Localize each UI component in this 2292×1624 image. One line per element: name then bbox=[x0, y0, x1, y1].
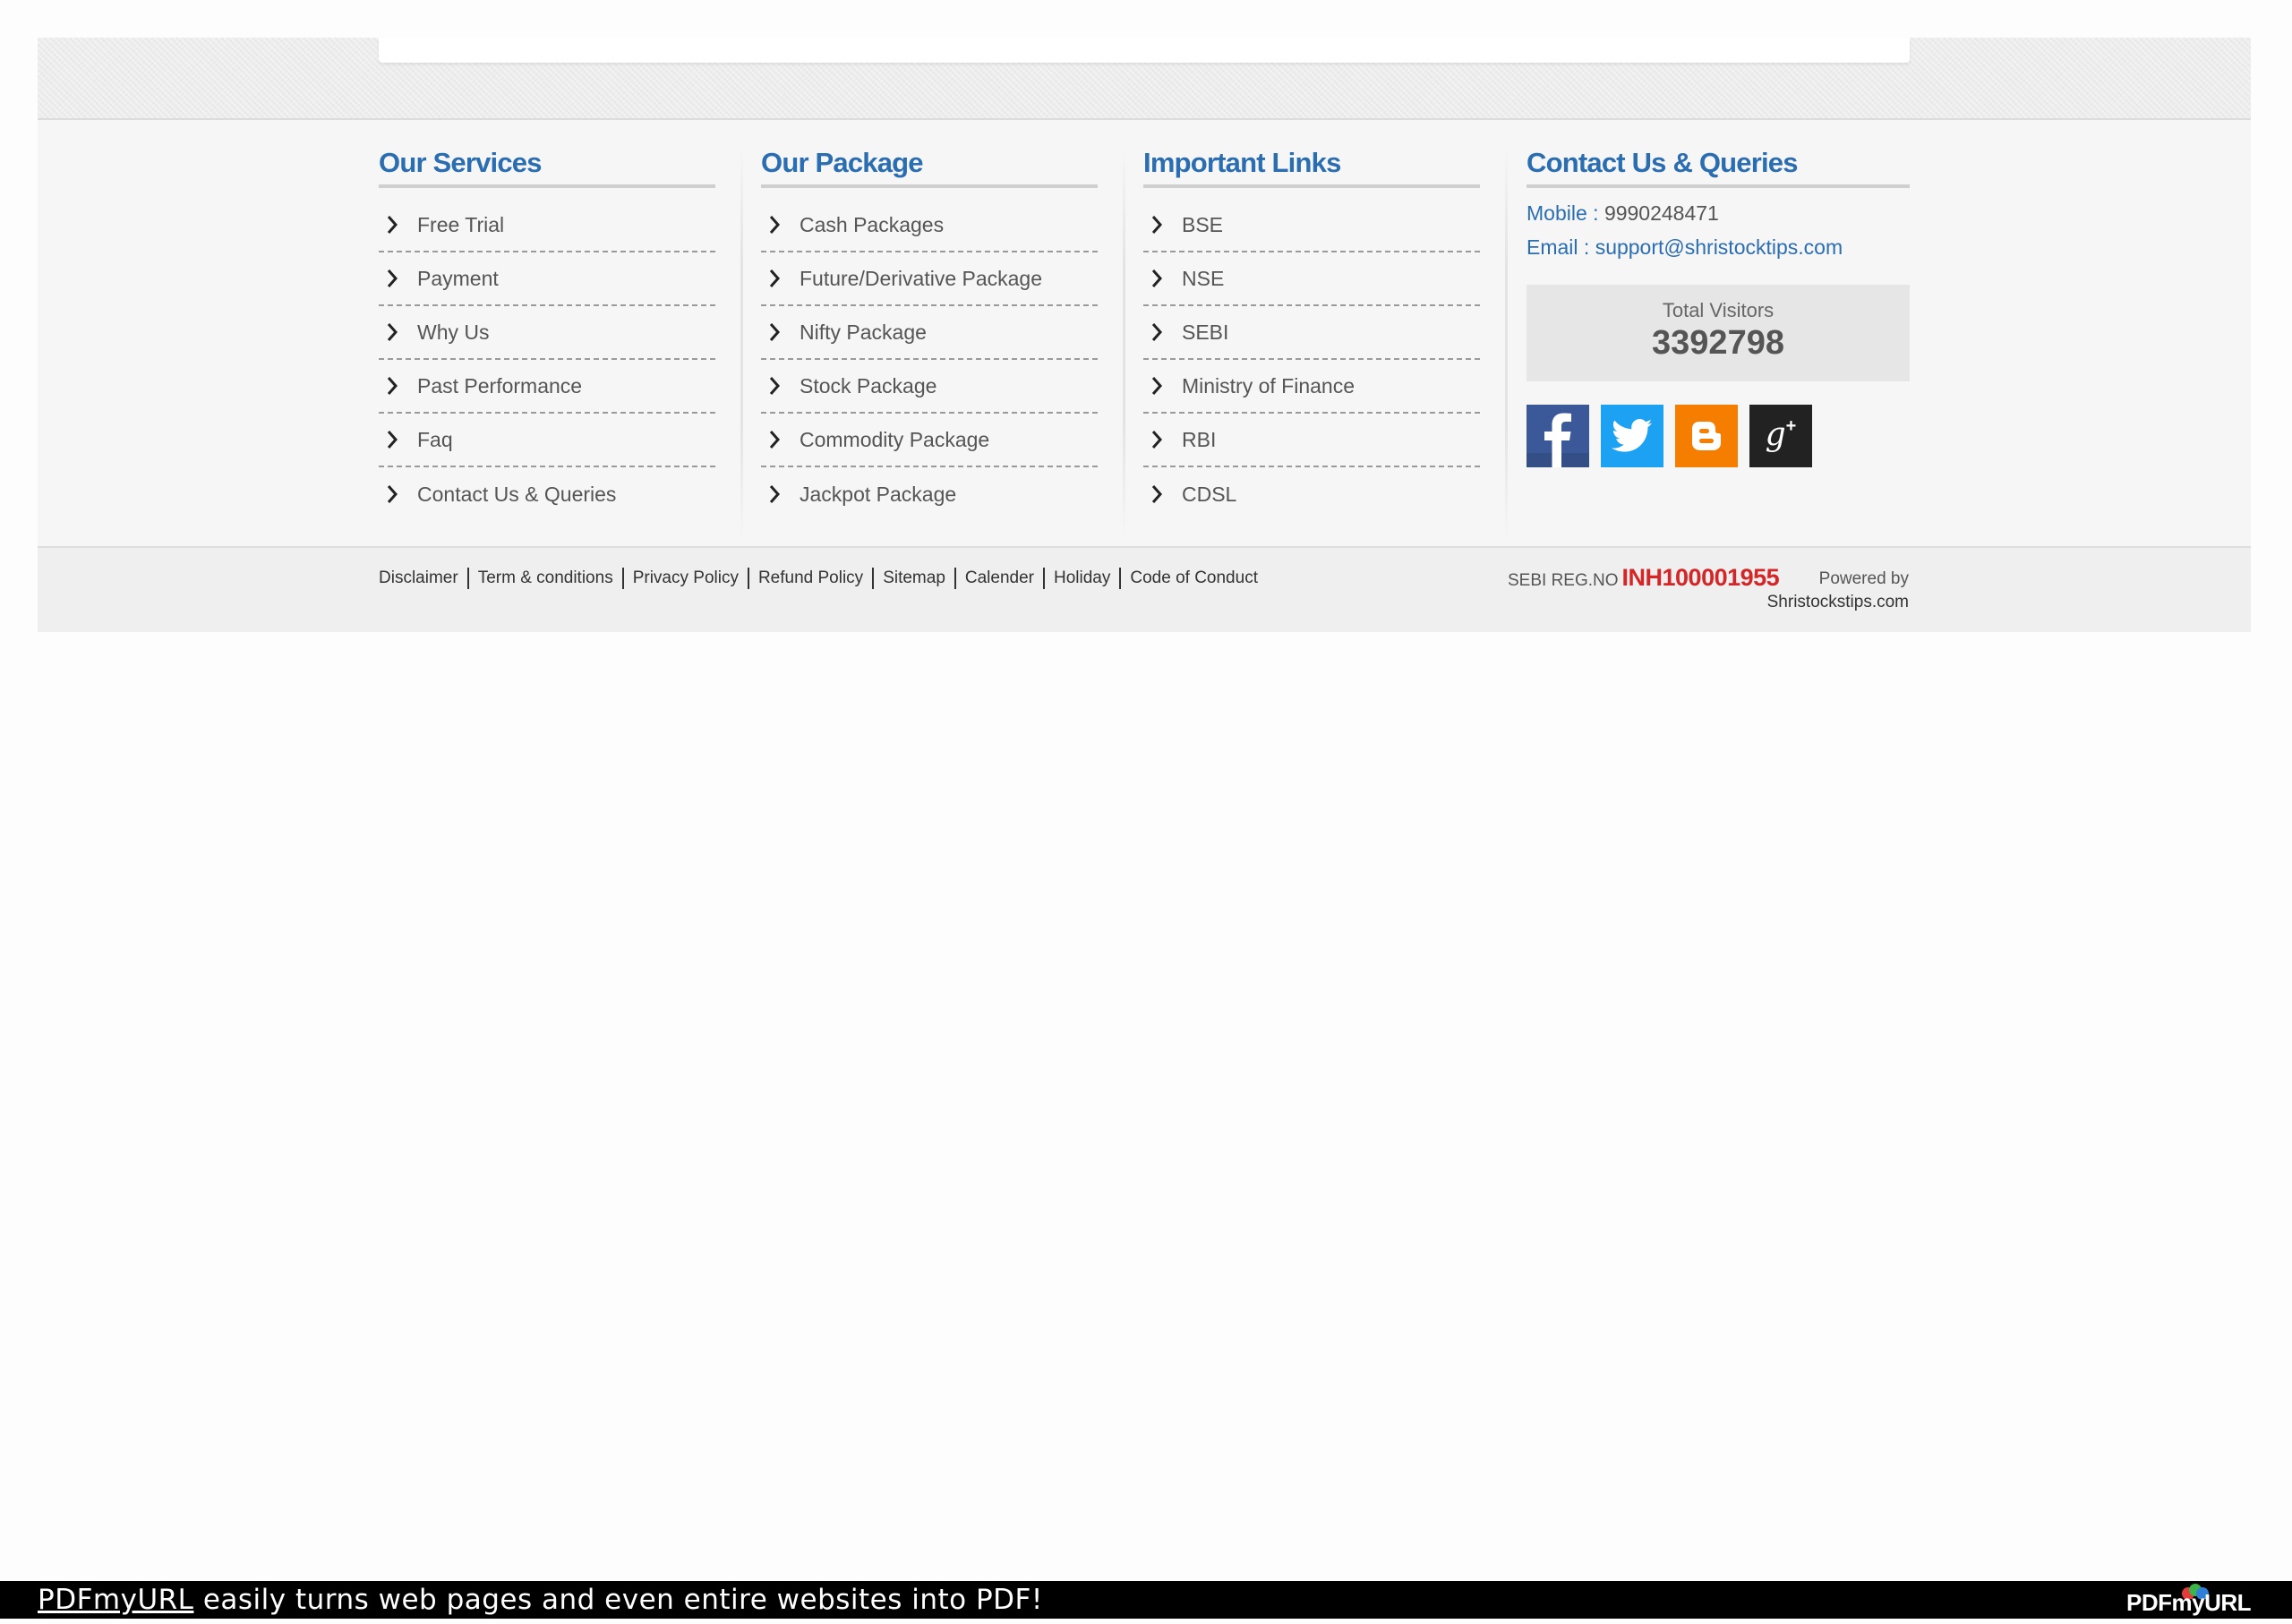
link-separator bbox=[1119, 568, 1121, 589]
refund-policy-link[interactable]: Refund Policy bbox=[757, 568, 864, 587]
chevron-right-icon bbox=[386, 484, 413, 504]
holiday-link[interactable]: Holiday bbox=[1054, 568, 1111, 587]
links-item-label: SEBI bbox=[1182, 320, 1229, 344]
links-column bbox=[1143, 141, 1480, 521]
chevron-right-icon bbox=[386, 322, 413, 342]
contact-mobile bbox=[1527, 199, 1910, 227]
services-item-label: Past Performance bbox=[417, 373, 583, 397]
powered-by bbox=[1767, 568, 1909, 614]
bottom-links bbox=[379, 568, 1258, 589]
package-title: Our Package bbox=[761, 141, 1098, 188]
services-item-label: Free Trial bbox=[417, 212, 505, 236]
sitemap-link[interactable]: Sitemap bbox=[883, 568, 945, 587]
links-list bbox=[1143, 199, 1480, 521]
services-item-label: Faq bbox=[417, 427, 453, 451]
chevron-right-icon bbox=[768, 215, 795, 235]
package-item-future[interactable] bbox=[761, 252, 1098, 306]
chevron-right-icon bbox=[386, 215, 413, 235]
package-item-stock[interactable] bbox=[761, 360, 1098, 414]
chevron-right-icon bbox=[768, 322, 795, 342]
links-item-label: NSE bbox=[1182, 266, 1225, 290]
services-item-free-trial[interactable] bbox=[379, 199, 715, 252]
email-link[interactable]: support@shristocktips.com bbox=[1595, 235, 1843, 259]
google-plus-icon[interactable]: g + bbox=[1749, 405, 1812, 467]
package-item-cash[interactable] bbox=[761, 199, 1098, 252]
package-column bbox=[761, 141, 1098, 521]
chevron-right-icon bbox=[768, 484, 795, 504]
package-list bbox=[761, 199, 1098, 521]
chevron-right-icon bbox=[1150, 376, 1177, 396]
sebi-registration bbox=[1508, 564, 1779, 592]
package-item-label: Jackpot Package bbox=[800, 482, 957, 506]
services-item-contact[interactable] bbox=[379, 467, 715, 521]
chevron-right-icon bbox=[386, 376, 413, 396]
chevron-right-icon bbox=[768, 269, 795, 288]
column-divider bbox=[1505, 147, 1508, 541]
services-title: Our Services bbox=[379, 141, 715, 188]
link-separator bbox=[467, 568, 469, 589]
social-links bbox=[1527, 405, 1910, 467]
column-divider bbox=[1123, 147, 1125, 541]
pdfmyurl-banner bbox=[0, 1581, 2292, 1619]
link-separator bbox=[954, 568, 956, 589]
services-item-faq[interactable] bbox=[379, 414, 715, 467]
code-of-conduct-link[interactable]: Code of Conduct bbox=[1130, 568, 1258, 587]
chevron-right-icon bbox=[768, 430, 795, 449]
package-item-label: Cash Packages bbox=[800, 212, 945, 236]
disclaimer-link[interactable]: Disclaimer bbox=[379, 568, 458, 587]
services-item-label: Why Us bbox=[417, 320, 490, 344]
links-item-label: Ministry of Finance bbox=[1182, 373, 1356, 397]
chevron-right-icon bbox=[1150, 484, 1177, 504]
contact-email bbox=[1527, 233, 1910, 261]
blogger-icon[interactable] bbox=[1675, 405, 1738, 467]
services-item-label: Contact Us & Queries bbox=[417, 482, 617, 506]
package-item-label: Stock Package bbox=[800, 373, 937, 397]
services-item-why-us[interactable] bbox=[379, 306, 715, 360]
mobile-label: Mobile : bbox=[1527, 201, 1599, 225]
link-separator bbox=[1043, 568, 1045, 589]
privacy-policy-link[interactable]: Privacy Policy bbox=[632, 568, 739, 587]
column-divider bbox=[740, 147, 743, 541]
services-item-payment[interactable] bbox=[379, 252, 715, 306]
visitors-label: Total Visitors bbox=[1662, 299, 1775, 321]
chevron-right-icon bbox=[1150, 215, 1177, 235]
links-item-label: RBI bbox=[1182, 427, 1217, 451]
link-separator bbox=[622, 568, 624, 589]
visitors-count: 3392798 bbox=[1652, 324, 1784, 362]
pdfmyurl-logo[interactable]: PDFmyURL bbox=[2125, 1589, 2251, 1616]
services-list bbox=[379, 199, 715, 521]
links-item-sebi[interactable] bbox=[1143, 306, 1480, 360]
mobile-number: 9990248471 bbox=[1604, 201, 1719, 225]
package-item-nifty[interactable] bbox=[761, 306, 1098, 360]
package-item-label: Commodity Package bbox=[800, 427, 990, 451]
package-item-commodity[interactable] bbox=[761, 414, 1098, 467]
chevron-right-icon bbox=[1150, 322, 1177, 342]
links-item-label: CDSL bbox=[1182, 482, 1237, 506]
facebook-icon[interactable] bbox=[1527, 405, 1589, 467]
powered-label: Powered by bbox=[1818, 569, 1909, 588]
services-item-label: Payment bbox=[417, 266, 499, 290]
contact-column bbox=[1527, 141, 1910, 467]
sebi-reg-number: INH100001955 bbox=[1621, 564, 1780, 591]
links-title: Important Links bbox=[1143, 141, 1480, 188]
link-separator bbox=[872, 568, 874, 589]
chevron-right-icon bbox=[386, 430, 413, 449]
contact-title: Contact Us & Queries bbox=[1527, 141, 1910, 188]
chevron-right-icon bbox=[768, 376, 795, 396]
calender-link[interactable]: Calender bbox=[964, 568, 1034, 587]
visitor-counter bbox=[1527, 285, 1910, 381]
chevron-right-icon bbox=[1150, 430, 1177, 449]
package-item-jackpot[interactable] bbox=[761, 467, 1098, 521]
powered-site-link[interactable]: Shristockstips.com bbox=[1766, 593, 1909, 611]
links-item-nse[interactable] bbox=[1143, 252, 1480, 306]
banner-text: easily turns web pages and even entire websites into PDF! bbox=[202, 1584, 1043, 1616]
banner-message bbox=[38, 1581, 1043, 1619]
chevron-right-icon bbox=[386, 269, 413, 288]
links-item-cdsl[interactable] bbox=[1143, 467, 1480, 521]
services-item-past-performance[interactable] bbox=[379, 360, 715, 414]
pdfmyurl-link[interactable]: PDFmyURL bbox=[38, 1584, 194, 1616]
content-card-bottom-edge bbox=[379, 38, 1910, 63]
terms-link[interactable]: Term & conditions bbox=[477, 568, 613, 587]
package-item-label: Future/Derivative Package bbox=[800, 266, 1043, 290]
package-item-label: Nifty Package bbox=[800, 320, 927, 344]
email-label: Email : bbox=[1527, 235, 1590, 259]
footer-bottom-bar bbox=[38, 546, 2251, 632]
links-item-rbi[interactable] bbox=[1143, 414, 1480, 467]
links-item-label: BSE bbox=[1182, 212, 1224, 236]
twitter-icon[interactable] bbox=[1601, 405, 1663, 467]
links-item-ministry-of-finance[interactable] bbox=[1143, 360, 1480, 414]
links-item-bse[interactable] bbox=[1143, 199, 1480, 252]
link-separator bbox=[748, 568, 749, 589]
services-column bbox=[379, 141, 715, 521]
sebi-label: SEBI REG.NO bbox=[1508, 571, 1619, 590]
footer-main bbox=[38, 120, 2251, 546]
chevron-right-icon bbox=[1150, 269, 1177, 288]
